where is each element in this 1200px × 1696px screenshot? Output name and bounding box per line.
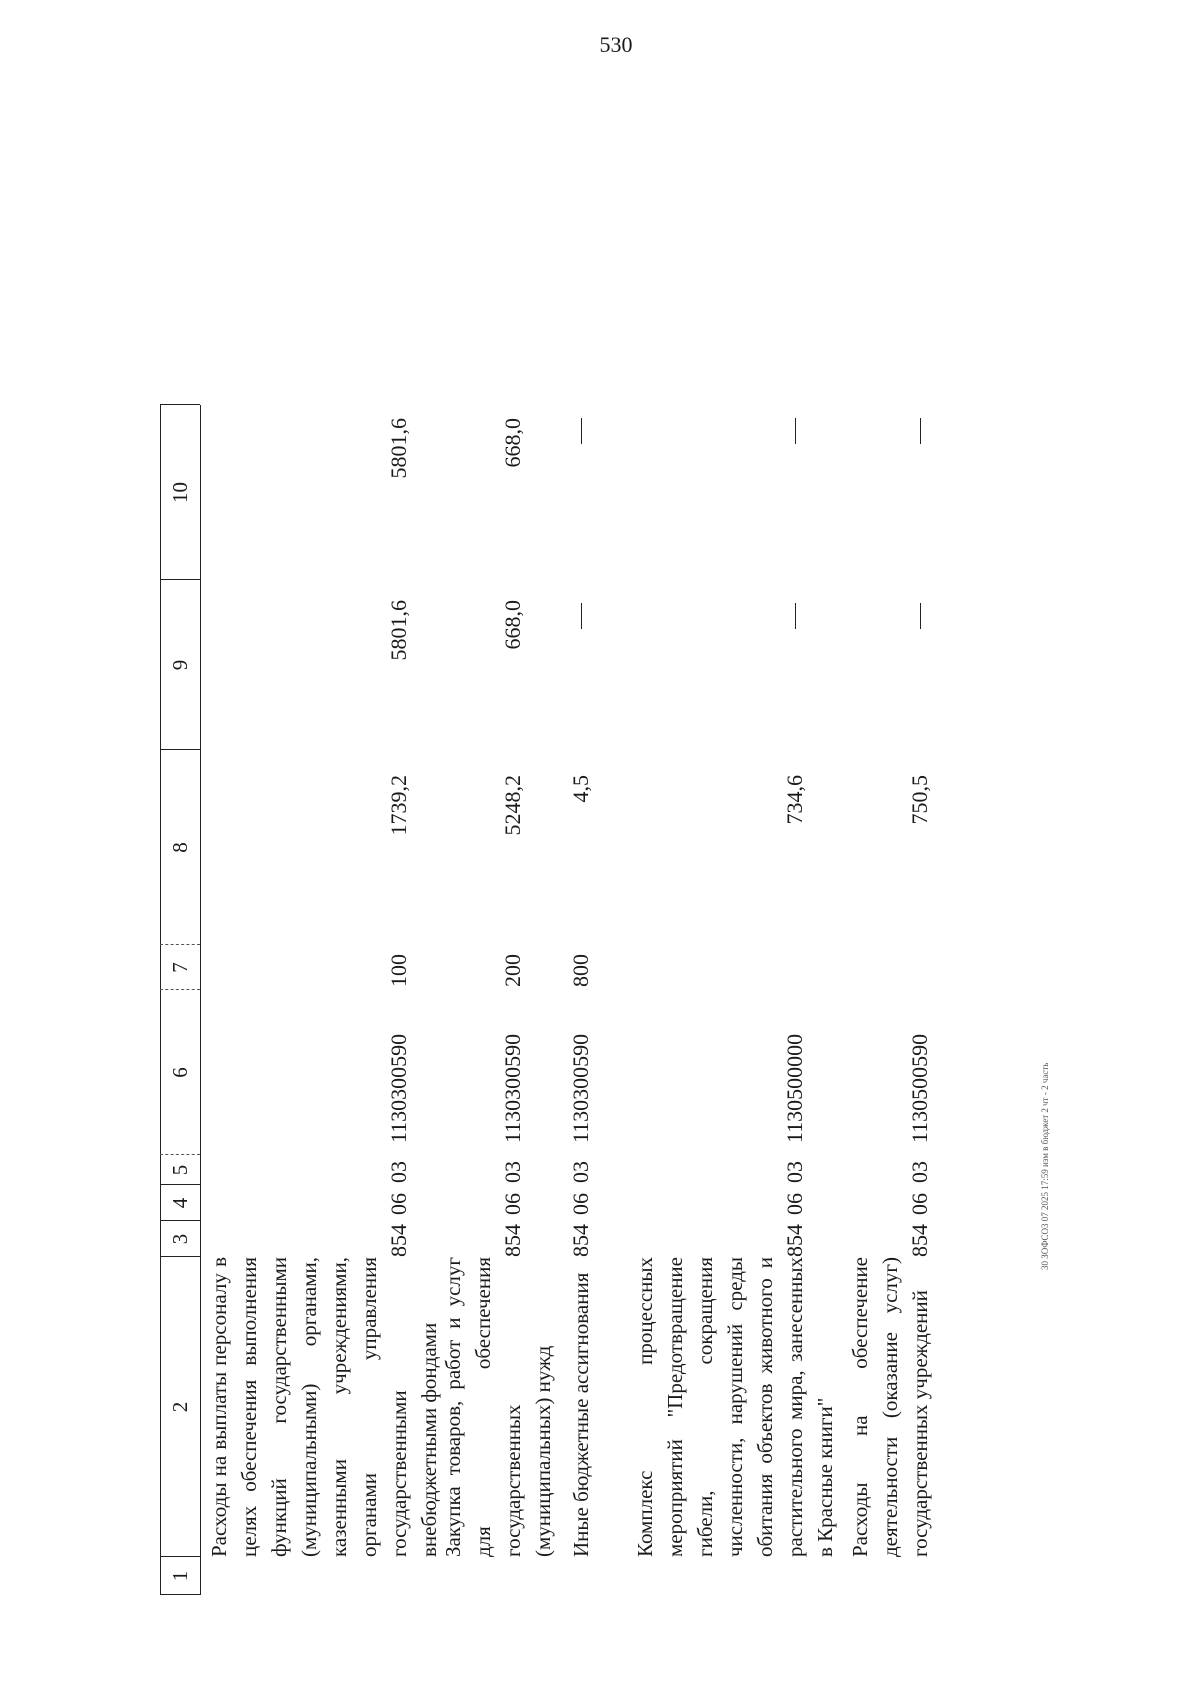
header-top-line xyxy=(160,405,161,1595)
cell-pr: 03 xyxy=(907,1161,932,1183)
cell-sum-9-dash xyxy=(795,603,796,629)
row-description: Закупка товаров, работ и услуг для обеспечения государственных (муниципальных) нужд xyxy=(441,1257,555,1557)
row-description: Расходы на выплаты персоналу в целях обеспечения выполнения функций государственными (муниципальными) органами, казенными учреждениями, органами управления государственными внебюджетными фондами xyxy=(207,1257,441,1557)
header-divider xyxy=(160,404,200,405)
cell-sum-9: 5801,6 xyxy=(386,600,411,661)
header-divider xyxy=(160,579,200,580)
header-divider xyxy=(160,1594,200,1595)
cell-sum-10: 5801,6 xyxy=(386,418,411,479)
column-header-10: 10 xyxy=(168,482,192,503)
row-description: Иные бюджетные ассигнования xyxy=(569,1272,593,1557)
cell-pr: 03 xyxy=(782,1161,807,1183)
cell-csr: 1130300590 xyxy=(568,1033,593,1143)
cell-sum-8: 750,5 xyxy=(907,775,932,825)
cell-rz: 06 xyxy=(782,1193,807,1215)
row-description: Расходы на обеспечение деятельности (оказание услуг) государственных учреждений xyxy=(848,1257,932,1557)
header-divider xyxy=(160,989,200,990)
column-header-3: 3 xyxy=(168,1233,192,1245)
header-divider xyxy=(160,1154,200,1155)
cell-rz: 06 xyxy=(500,1193,525,1215)
cell-csr: 1130500590 xyxy=(907,1033,932,1143)
cell-vr: 200 xyxy=(500,954,525,987)
cell-gr: 854 xyxy=(386,1224,411,1257)
cell-csr: 1130300590 xyxy=(500,1033,525,1143)
cell-vr: 100 xyxy=(386,954,411,987)
cell-gr: 854 xyxy=(500,1224,525,1257)
cell-sum-9-dash xyxy=(920,603,921,629)
cell-sum-10-dash xyxy=(795,418,796,444)
cell-gr: 854 xyxy=(568,1224,593,1257)
budget-table xyxy=(160,95,1110,1595)
column-header-5: 5 xyxy=(168,1164,192,1176)
cell-csr: 1130500000 xyxy=(782,1033,807,1143)
header-divider xyxy=(160,1556,200,1557)
row-description: Комплекс процессных мероприятий "Предотвращение гибели, сокращения численности, нарушений среды обитания объектов животного и растительного мира, занесенных в Красные книги" xyxy=(633,1257,837,1557)
header-divider xyxy=(160,1184,200,1185)
cell-sum-10-dash xyxy=(581,418,582,444)
cell-sum-8: 5248,2 xyxy=(500,775,525,836)
cell-gr: 854 xyxy=(782,1224,807,1257)
header-bottom-line xyxy=(200,405,201,1595)
column-header-2: 2 xyxy=(168,1401,192,1413)
cell-rz: 06 xyxy=(568,1193,593,1215)
cell-sum-10-dash xyxy=(920,418,921,444)
cell-csr: 1130300590 xyxy=(386,1033,411,1143)
header-divider xyxy=(160,944,200,945)
column-header-7: 7 xyxy=(168,962,192,973)
header-divider xyxy=(160,1220,200,1221)
cell-sum-9-dash xyxy=(581,603,582,629)
cell-sum-8: 4,5 xyxy=(568,775,593,803)
page-number: 530 xyxy=(599,32,633,57)
cell-gr: 854 xyxy=(907,1224,932,1257)
header-divider xyxy=(160,749,200,750)
document-footer: 30 ЗОФСО3 07 2025 17:59 изм в бюджет 2 чт - 2 часть xyxy=(1040,1062,1050,1270)
column-header-6: 6 xyxy=(168,1067,192,1078)
cell-rz: 06 xyxy=(386,1193,411,1215)
cell-pr: 03 xyxy=(386,1161,411,1183)
column-header-8: 8 xyxy=(168,842,192,853)
cell-sum-8: 1739,2 xyxy=(386,775,411,836)
cell-sum-8: 734,6 xyxy=(782,775,807,825)
cell-rz: 06 xyxy=(907,1193,932,1215)
cell-pr: 03 xyxy=(500,1161,525,1183)
header-divider xyxy=(160,1256,200,1257)
column-header-9: 9 xyxy=(168,659,192,671)
column-header-4: 4 xyxy=(168,1197,192,1209)
cell-pr: 03 xyxy=(568,1161,593,1183)
cell-vr: 800 xyxy=(568,954,593,987)
cell-sum-10: 668,0 xyxy=(500,418,525,468)
column-header-1: 1 xyxy=(168,1570,192,1582)
cell-sum-9: 668,0 xyxy=(500,600,525,650)
